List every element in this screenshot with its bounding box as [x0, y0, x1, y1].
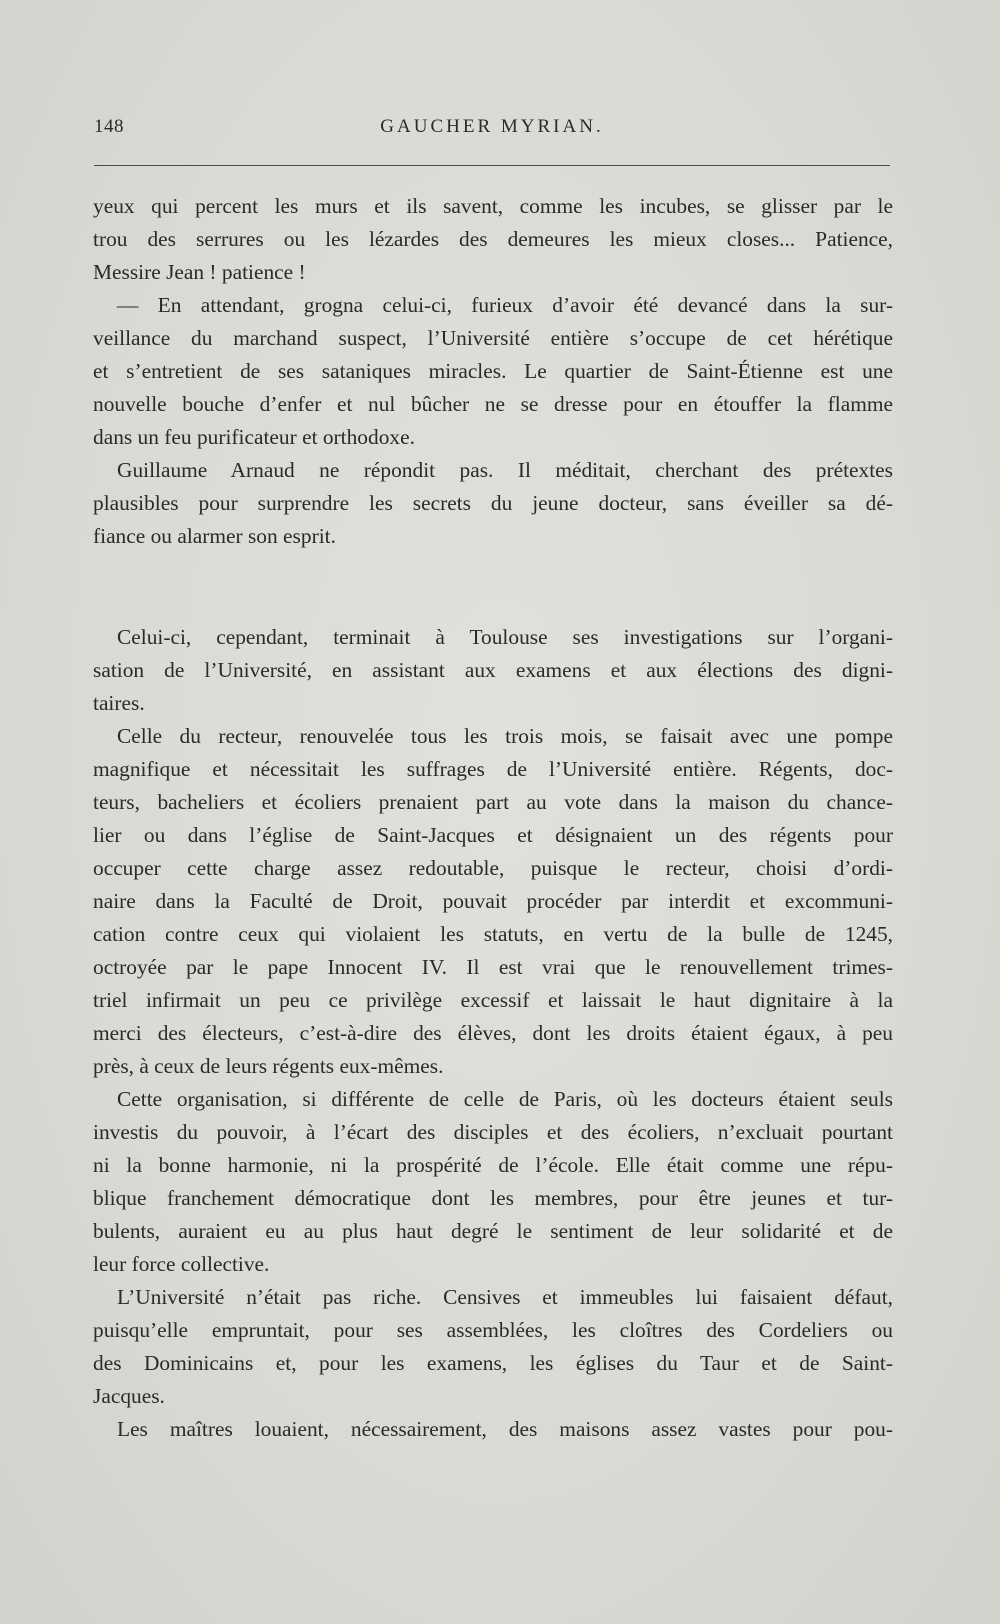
text-line: naire dans la Faculté de Droit, pouvait procéder par interdit et excommuni-	[93, 889, 893, 913]
text-block-first	[93, 190, 893, 553]
text-line: bulents, auraient eu au plus haut degré le sentiment de leur solidarité et de	[93, 1219, 893, 1243]
text-line: près, à ceux de leurs régents eux-mêmes.	[93, 1054, 444, 1078]
text-line: Guillaume Arnaud ne répondit pas. Il méditait, cherchant des prétextes	[117, 458, 893, 482]
text-line: — En attendant, grogna celui-ci, furieux d’avoir été devancé dans la sur-	[117, 293, 893, 317]
text-line: merci des électeurs, c’est-à-dire des élèves, dont les droits étaient égaux, à peu	[93, 1021, 893, 1045]
text-line: ni la bonne harmonie, ni la prospérité de l’école. Elle était comme une répu-	[93, 1153, 893, 1177]
text-line: fiance ou alarmer son esprit.	[93, 524, 336, 548]
text-line: Les maîtres louaient, nécessairement, des maisons assez vastes pour pou-	[117, 1417, 893, 1441]
text-line: trou des serrures ou les lézardes des demeures les mieux closes... Patience,	[93, 227, 893, 251]
text-line: Celui-ci, cependant, terminait à Toulouse ses investigations sur l’organi-	[117, 625, 893, 649]
text-line: teurs, bacheliers et écoliers prenaient part au vote dans la maison du chance-	[93, 790, 893, 814]
header-rule	[94, 165, 890, 166]
text-line: puisqu’elle empruntait, pour ses assemblées, les cloîtres des Cordeliers ou	[93, 1318, 893, 1342]
text-line: et s’entretient de ses sataniques miracles. Le quartier de Saint-Étienne est une	[93, 359, 893, 383]
text-line: leur force collective.	[93, 1252, 270, 1276]
text-line: Messire Jean ! patience !	[93, 260, 306, 284]
text-line: triel infirmait un peu ce privilège excessif et laissait le haut dignitaire à la	[93, 988, 893, 1012]
text-line: blique franchement démocratique dont les membres, pour être jeunes et tur-	[93, 1186, 893, 1210]
text-line: des Dominicains et, pour les examens, les églises du Taur et de Saint-	[93, 1351, 893, 1375]
text-line: yeux qui percent les murs et ils savent, comme les incubes, se glisser par le	[93, 194, 893, 218]
text-line: sation de l’Université, en assistant aux examens et aux élections des digni-	[93, 658, 893, 682]
text-line: investis du pouvoir, à l’écart des disciples et des écoliers, n’excluait pourtant	[93, 1120, 893, 1144]
text-line: octroyée par le pape Innocent IV. Il est vrai que le renouvellement trimes-	[93, 955, 893, 979]
text-line: cation contre ceux qui violaient les statuts, en vertu de la bulle de 1245,	[93, 922, 893, 946]
text-line: dans un feu purificateur et orthodoxe.	[93, 425, 415, 449]
text-line: L’Université n’était pas riche. Censives et immeubles lui faisaient défaut,	[117, 1285, 893, 1309]
text-line: lier ou dans l’église de Saint-Jacques et désignaient un des régents pour	[93, 823, 893, 847]
text-line: occuper cette charge assez redoutable, puisque le recteur, choisi d’ordi-	[93, 856, 893, 880]
text-line: nouvelle bouche d’enfer et nul bûcher ne se dresse pour en étouffer la flamme	[93, 392, 893, 416]
text-line: taires.	[93, 691, 145, 715]
running-title: GAUCHER MYRIAN.	[380, 116, 604, 137]
text-line: Celle du recteur, renouvelée tous les trois mois, se faisait avec une pompe	[117, 724, 893, 748]
page-header	[94, 116, 890, 146]
text-line: Cette organisation, si différente de celle de Paris, où les docteurs étaient seuls	[117, 1087, 893, 1111]
text-block-second	[93, 621, 893, 1446]
text-line: plausibles pour surprendre les secrets du jeune docteur, sans éveiller sa dé-	[93, 491, 893, 515]
page-number: 148	[94, 116, 124, 137]
text-line: Jacques.	[93, 1384, 165, 1408]
text-line: magnifique et nécessitait les suffrages de l’Université entière. Régents, doc-	[93, 757, 893, 781]
text-line: veillance du marchand suspect, l’Université entière s’occupe de cet hérétique	[93, 326, 893, 350]
